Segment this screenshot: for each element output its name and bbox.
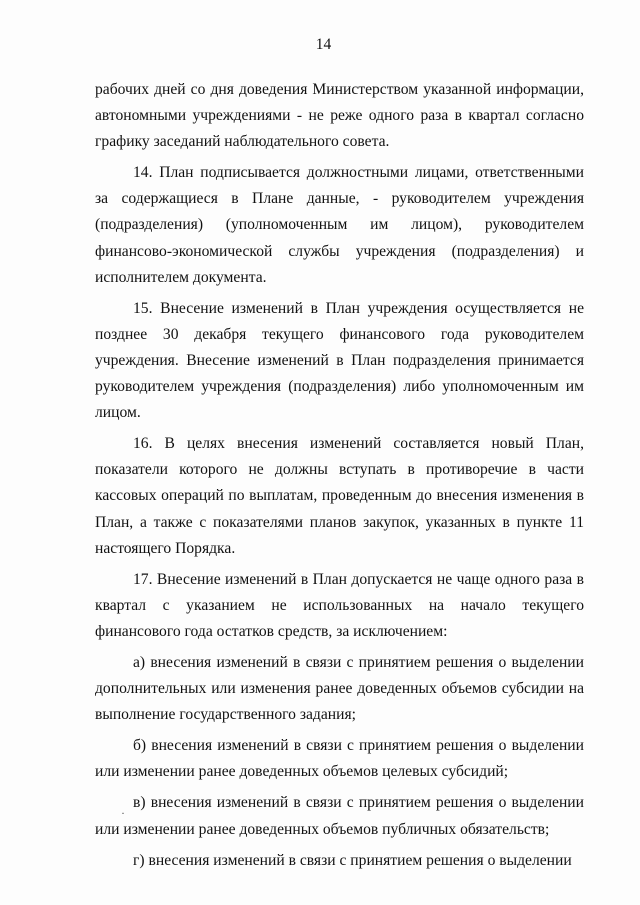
paragraph-17-g: г) внесения изменений в связи с принятием решения о выделении	[133, 851, 572, 869]
paragraph-16: 16. В целях внесения изменений составляется новый План, показатели которого не должны вступать в противоречие в части кассовых операций по выплатам, проведенным до внесения изменения в План, а также с показателями планов закупок, указанных в пункте 11 настоящего Порядка.	[95, 435, 584, 557]
paragraph-continuation: рабочих дней со дня доведения Министерством указанной информации, автономными учреждениями - не реже одного раза в квартал согласно графику заседаний наблюдательного совета.	[95, 81, 584, 151]
paragraph-17: 17. Внесение изменений в План допускается не чаще одного раза в квартал с указанием не использованных на начало текущего финансового года остатков средств, за исключением:	[95, 570, 584, 640]
paragraph-14: 14. План подписывается должностными лицами, ответственными за содержащиеся в Плане данные, - руководителем учреждения (подразделения) (уполномоченным им лицом), руководителем финансово-экономической службы учреждения (подразделения) и исполнителем документа.	[95, 164, 584, 286]
paragraph-17-v: в) внесения изменений в связи с принятием решения о выделении или изменении ранее доведенных объемов публичных обязательств;	[95, 794, 584, 838]
page-number: 14	[315, 36, 332, 53]
paragraph-15: 15. Внесение изменений в План учреждения осуществляется не позднее 30 декабря текущего финансового года руководителем учреждения. Внесение изменений в План подразделения принимается руководителем учреждения (подразделения) либо уполномоченным им лицом.	[95, 299, 584, 422]
scan-speck: ·	[121, 806, 125, 820]
paragraph-17-a: а) внесения изменений в связи с принятием решения о выделении дополнительных или изменения ранее доведенных объемов субсидии на выполнение государственного задания;	[95, 653, 584, 724]
paragraph-17-b: б) внесения изменений в связи с принятием решения о выделении или изменении ранее доведенных объемов целевых субсидий;	[95, 737, 584, 781]
document-body	[95, 77, 584, 874]
